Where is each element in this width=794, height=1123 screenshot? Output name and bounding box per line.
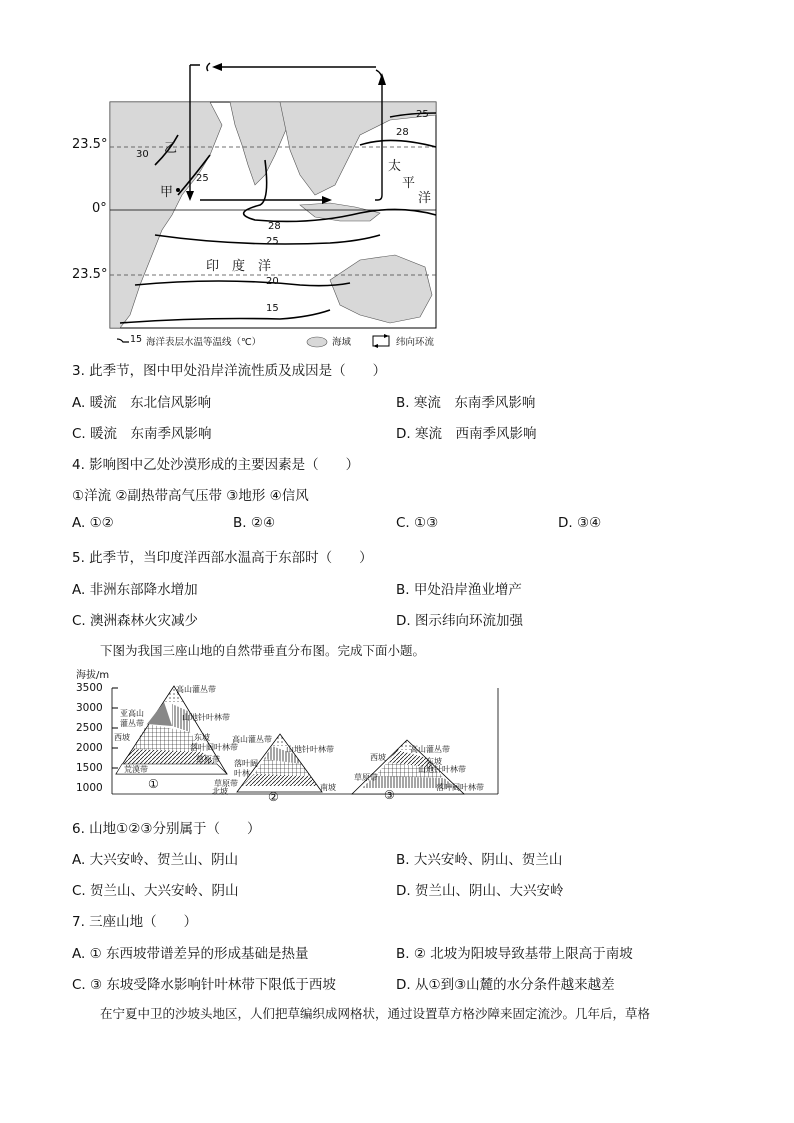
m2-label-7: 南坡 xyxy=(320,783,336,792)
iso-label-25: 25 xyxy=(266,236,279,247)
m3-label-3: 东坡 xyxy=(426,757,442,766)
iso-label-25-top: 25 xyxy=(416,109,429,120)
m3-label-1: 高山灌丛带 xyxy=(410,745,450,754)
circulation-legend-icon xyxy=(370,333,392,349)
iso-label-20: 20 xyxy=(266,276,279,287)
m3-label-6: 落叶阔叶林带 xyxy=(436,783,484,792)
q7-option-c[interactable]: C. ③ 东坡受降水影响针叶林带下限低于西坡 xyxy=(72,977,336,993)
q3-option-d[interactable]: D. 寒流 西南季风影响 xyxy=(396,426,537,442)
ytick-1500: 1500 xyxy=(76,762,103,774)
m3-label-5: 草原带 xyxy=(354,773,378,782)
m1-label-8: 草原带 xyxy=(196,755,220,764)
q5-option-a[interactable]: A. 非洲东部降水增加 xyxy=(72,582,198,598)
m1-label-4: 西坡 xyxy=(114,733,130,742)
q3-option-b[interactable]: B. 寒流 东南季风影响 xyxy=(396,395,536,411)
lat-north-label: 23.5° xyxy=(72,137,108,152)
lat-equator-label: 0° xyxy=(92,201,107,216)
iso-label-28: 28 xyxy=(268,221,281,232)
m1-label-2: 亚高山 xyxy=(120,709,144,718)
m2-label-5: 草原带 xyxy=(214,779,238,788)
ytick-1000: 1000 xyxy=(76,782,103,794)
m1-label-1: 高山灌丛带 xyxy=(176,685,216,694)
ytick-2500: 2500 xyxy=(76,722,103,734)
ocean-map-svg xyxy=(60,55,460,355)
m2-label-2: 山地针叶林带 xyxy=(286,745,334,754)
question-5-stem: 5. 此季节，当印度洋西部水温高于东部时（ ） xyxy=(72,550,373,566)
label-jia: 甲 xyxy=(160,185,174,200)
label-yi: 乙 xyxy=(164,141,178,156)
m1-label-5: 山地针叶林带 xyxy=(182,713,230,722)
q6-option-a[interactable]: A. 大兴安岭、贺兰山、阴山 xyxy=(72,852,239,868)
ocean-pacific-1: 太 xyxy=(388,159,402,174)
mountain-chart-figure xyxy=(72,664,502,808)
m3-number: ③ xyxy=(384,788,395,802)
m1-label-3: 灌丛带 xyxy=(120,719,144,728)
q6-option-b[interactable]: B. 大兴安岭、阴山、贺兰山 xyxy=(396,852,563,868)
legend-circulation-label: 纬向环流 xyxy=(396,337,435,348)
question-6-stem: 6. 山地①②③分别属于（ ） xyxy=(72,821,261,837)
question-4-stem: 4. 影响图中乙处沙漠形成的主要因素是（ ） xyxy=(72,457,360,473)
isotherm-legend-icon xyxy=(116,337,130,345)
sea-legend-icon xyxy=(306,336,328,348)
iso-label-28-top: 28 xyxy=(396,127,409,138)
q7-option-d[interactable]: D. 从①到③山麓的水分条件越来越差 xyxy=(396,977,615,993)
q5-option-c[interactable]: C. 澳洲森林火灾减少 xyxy=(72,613,199,629)
q6-option-c[interactable]: C. 贺兰山、大兴安岭、阴山 xyxy=(72,883,239,899)
mountain-intro: 下图为我国三座山地的自然带垂直分布图。完成下面小题。 xyxy=(100,643,426,658)
ocean-map-figure xyxy=(60,55,460,355)
question-7-stem: 7. 三座山地（ ） xyxy=(72,914,198,930)
question-3-stem: 3. 此季节，图中甲处沿岸洋流性质及成因是（ ） xyxy=(72,363,387,379)
m2-label-4: 叶林 xyxy=(234,769,250,778)
m2-label-1: 高山灌丛带 xyxy=(232,735,272,744)
legend-sea-label: 海域 xyxy=(332,337,352,348)
m2-label-6: 北坡 xyxy=(212,787,228,796)
q5-option-b[interactable]: B. 甲处沿岸渔业增产 xyxy=(396,582,522,598)
q7-option-b[interactable]: B. ② 北坡为阳坡导致基带上限高于南坡 xyxy=(396,946,633,962)
legend-isotherm-label: 海洋表层水温等温线（℃） xyxy=(146,337,262,348)
q3-option-a[interactable]: A. 暖流 东北信风影响 xyxy=(72,395,212,411)
ytick-2000: 2000 xyxy=(76,742,103,754)
iso-label-15: 15 xyxy=(266,303,279,314)
m2-number: ② xyxy=(268,790,279,804)
ocean-pacific-2: 平 xyxy=(402,176,416,191)
ytick-3000: 3000 xyxy=(76,702,103,714)
ocean-pacific-3: 洋 xyxy=(418,191,432,206)
m3-label-2: 西坡 xyxy=(370,753,386,762)
m3-label-4: 山地针叶林带 xyxy=(418,765,466,774)
q6-option-d[interactable]: D. 贺兰山、阴山、大兴安岭 xyxy=(396,883,564,899)
mountain-ylabel: 海拔/m xyxy=(76,670,110,681)
q5-option-d[interactable]: D. 图示纬向环流加强 xyxy=(396,613,523,629)
ytick-3500: 3500 xyxy=(76,682,103,694)
map-legend xyxy=(116,333,456,351)
q7-option-a[interactable]: A. ① 东西坡带谱差异的形成基础是热量 xyxy=(72,946,309,962)
m2-label-3: 落叶阔 xyxy=(234,759,258,768)
q4-option-c[interactable]: C. ①③ xyxy=(396,515,439,531)
m1-number: ① xyxy=(148,777,159,791)
ningxia-intro: 在宁夏中卫的沙坡头地区，人们把草编织成网格状，通过设置草方格沙障来固定流沙。几年后，草格 xyxy=(100,1006,651,1021)
m1-label-7: 落叶阔叶林带 xyxy=(190,743,238,752)
legend-isotherm-value: 15 xyxy=(130,334,143,345)
m1-label-6: 东坡 xyxy=(194,733,210,742)
iso-label-25-left: 25 xyxy=(196,173,209,184)
q3-option-c[interactable]: C. 暖流 东南季风影响 xyxy=(72,426,212,442)
iso-label-30: 30 xyxy=(136,149,149,160)
q4-option-b[interactable]: B. ②④ xyxy=(233,515,276,531)
m1-label-9: 荒漠带 xyxy=(124,765,148,774)
q4-option-a[interactable]: A. ①② xyxy=(72,515,114,531)
ocean-indian: 印 度 洋 xyxy=(206,259,272,274)
q4-option-d[interactable]: D. ③④ xyxy=(558,515,602,531)
question-4-sub: ①洋流 ②副热带高气压带 ③地形 ④信风 xyxy=(72,488,309,504)
lat-south-label: 23.5° xyxy=(72,267,108,282)
